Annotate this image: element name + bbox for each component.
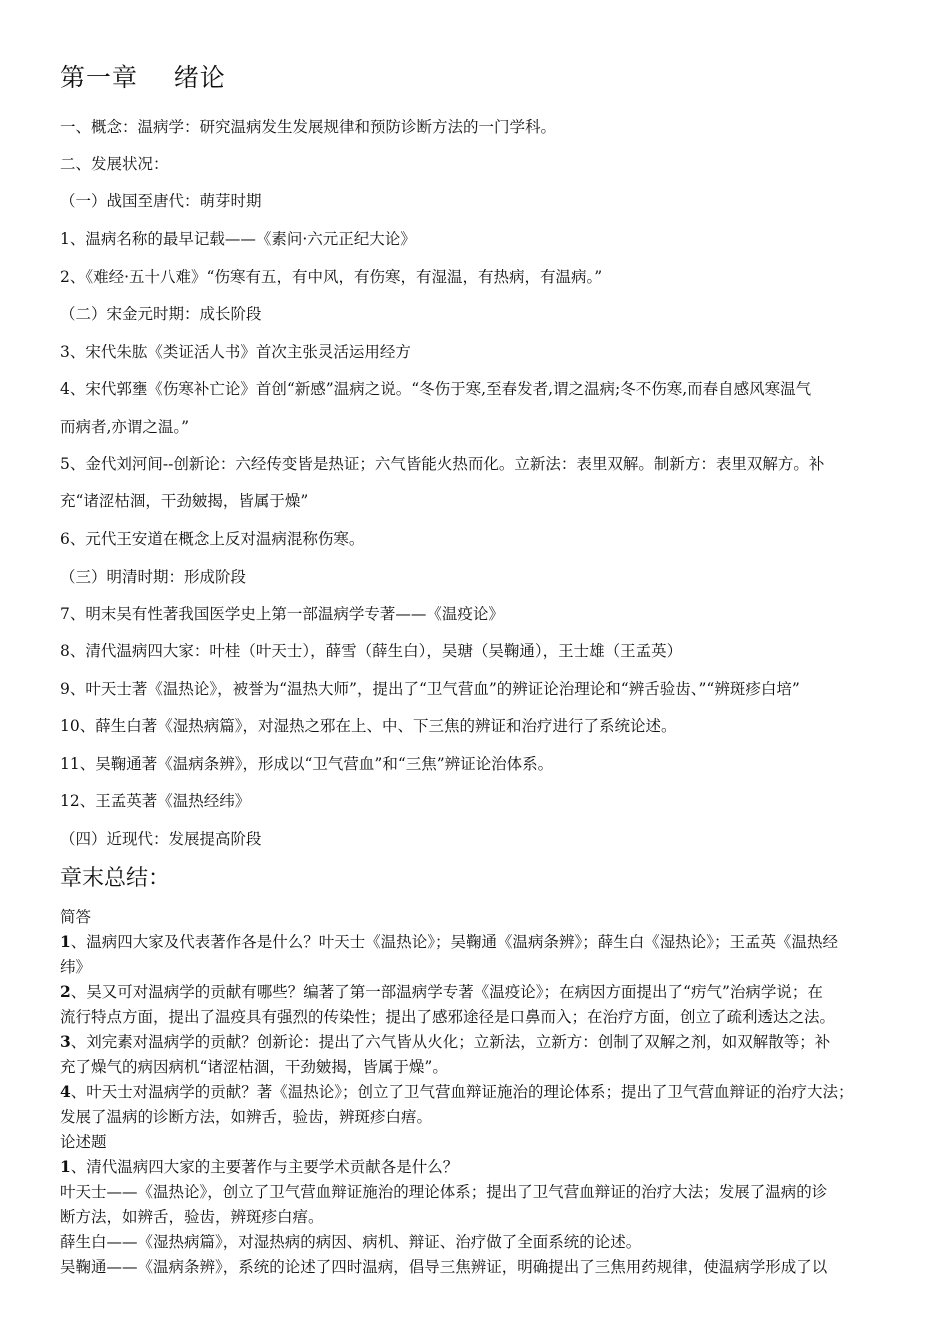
development-heading: 二、发展状况： — [60, 155, 169, 173]
list-item-5: 5、金代刘河间--创新论：六经传变皆是热证；六气皆能火热而化。立新法：表里双解。制新方：表里双解方。补 — [60, 455, 825, 473]
period-3-heading: （三）明清时期：形成阶段 — [60, 568, 247, 586]
concept-line: 一、概念：温病学：研究温病发生发展规律和预防诊断方法的一门学科。 — [60, 118, 557, 136]
list-item-5-cont: 充“诸涩枯涸，干劲皴揭，皆属于燥” — [60, 492, 309, 510]
question-4-cont: 发展了温病的诊断方法，如辨舌，验齿，辨斑疹白痦。 — [60, 1108, 433, 1126]
essay-answer-line: 叶天士——《温热论》，创立了卫气营血辩证施治的理论体系；提出了卫气营血辩证的治疗大法；发展了温病的诊 — [60, 1183, 828, 1201]
question-1-cont: 纬》 — [60, 958, 92, 976]
question-text: 、刘完素对温病学的贡献？创新论：提出了六气皆从火化；立新法，立新方：创制了双解之剂，如双解散等；补 — [70, 1033, 831, 1051]
essay-label: 论述题 — [60, 1133, 107, 1151]
list-item-11: 11、吴鞠通著《温病条辨》，形成以“卫气营血”和“三焦”辨证论治体系。 — [60, 755, 554, 773]
list-item-1: 1、温病名称的最早记载——《素问·六元正纪大论》 — [60, 230, 416, 248]
list-item-9: 9、叶天士著《温热论》，被誉为“温热大师”，提出了“卫气营血”的辨证论治理论和“辨舌验齿、”“辨斑疹白培” — [60, 680, 800, 698]
list-item-6: 6、元代王安道在概念上反对温病混称伤寒。 — [60, 530, 365, 548]
summary-title: 章末总结： — [60, 866, 171, 891]
list-item-7: 7、明末吴有性著我国医学史上第一部温病学专著——《温疫论》 — [60, 605, 504, 623]
list-item-4-cont: 而病者,亦谓之温。” — [60, 418, 190, 436]
period-4-heading: （四）近现代：发展提高阶段 — [60, 830, 262, 848]
chapter-title: 第一章 绪论 — [60, 63, 226, 92]
period-2-heading: （二）宋金元时期：成长阶段 — [60, 305, 262, 323]
question-3 — [60, 1031, 830, 1053]
question-4 — [60, 1081, 854, 1103]
essay-answer-line: 吴鞠通——《温病条辨》，系统的论述了四时温病，倡导三焦辨证，明确提出了三焦用药规律，使温病学形成了以 — [60, 1258, 828, 1276]
essay-answer-line: 断方法，如辨舌，验齿，辨斑疹白痦。 — [60, 1208, 324, 1226]
question-2 — [60, 981, 823, 1003]
period-1-heading: （一）战国至唐代：萌芽时期 — [60, 192, 262, 210]
question-number: 2 — [60, 982, 71, 1001]
list-item-8: 8、清代温病四大家：叶桂（叶天士），薛雪（薛生白），吴瑭（吴鞠通），王士雄（王孟英） — [60, 642, 683, 660]
question-1 — [60, 931, 838, 953]
question-number: 4 — [60, 1082, 71, 1101]
question-number: 3 — [60, 1032, 71, 1051]
short-answer-label: 简答 — [60, 908, 92, 926]
question-text: 、温病四大家及代表著作各是什么？叶天士《温热论》；吴鞠通《温病条辨》；薛生白《湿热论》；王孟英《温热经 — [70, 933, 839, 951]
list-item-2: 2、《难经·五十八难》“伤寒有五，有中风，有伤寒，有湿温，有热病，有温病。” — [60, 268, 603, 286]
essay-answer-line: 薛生白——《湿热病篇》，对湿热病的病因、病机、辩证、治疗做了全面系统的论述。 — [60, 1233, 642, 1251]
essay-question-1 — [60, 1156, 458, 1178]
question-text: 、叶天士对温病学的贡献？著《温热论》；创立了卫气营血辩证施治的理论体系；提出了卫气营血辩证的治疗大法； — [70, 1083, 854, 1101]
question-number: 1 — [60, 1157, 71, 1176]
question-number: 1 — [60, 932, 71, 951]
list-item-12: 12、王孟英著《温热经纬》 — [60, 792, 251, 810]
list-item-3: 3、宋代朱肱《类证活人书》首次主张灵活运用经方 — [60, 343, 411, 361]
question-2-cont: 流行特点方面，提出了温疫具有强烈的传染性；提出了感邪途径是口鼻而入；在治疗方面，创立了疏利透达之法。 — [60, 1008, 836, 1026]
question-3-cont: 充了燥气的病因病机“诸涩枯涸，干劲皴揭，皆属于燥”。 — [60, 1058, 448, 1076]
list-item-10: 10、薛生白著《湿热病篇》，对湿热之邪在上、中、下三焦的辨证和治疗进行了系统论述。 — [60, 717, 677, 735]
question-text: 、吴又可对温病学的贡献有哪些？编著了第一部温病学专著《温疫论》；在病因方面提出了“疠气”治病学说；在 — [70, 983, 823, 1001]
list-item-4: 4、宋代郭壅《伤寒补亡论》首创“新感”温病之说。“冬伤于寒,至春发者,谓之温病;冬不伤寒,而春自感风寒温气 — [60, 380, 812, 398]
question-text: 、清代温病四大家的主要著作与主要学术贡献各是什么？ — [70, 1158, 459, 1176]
